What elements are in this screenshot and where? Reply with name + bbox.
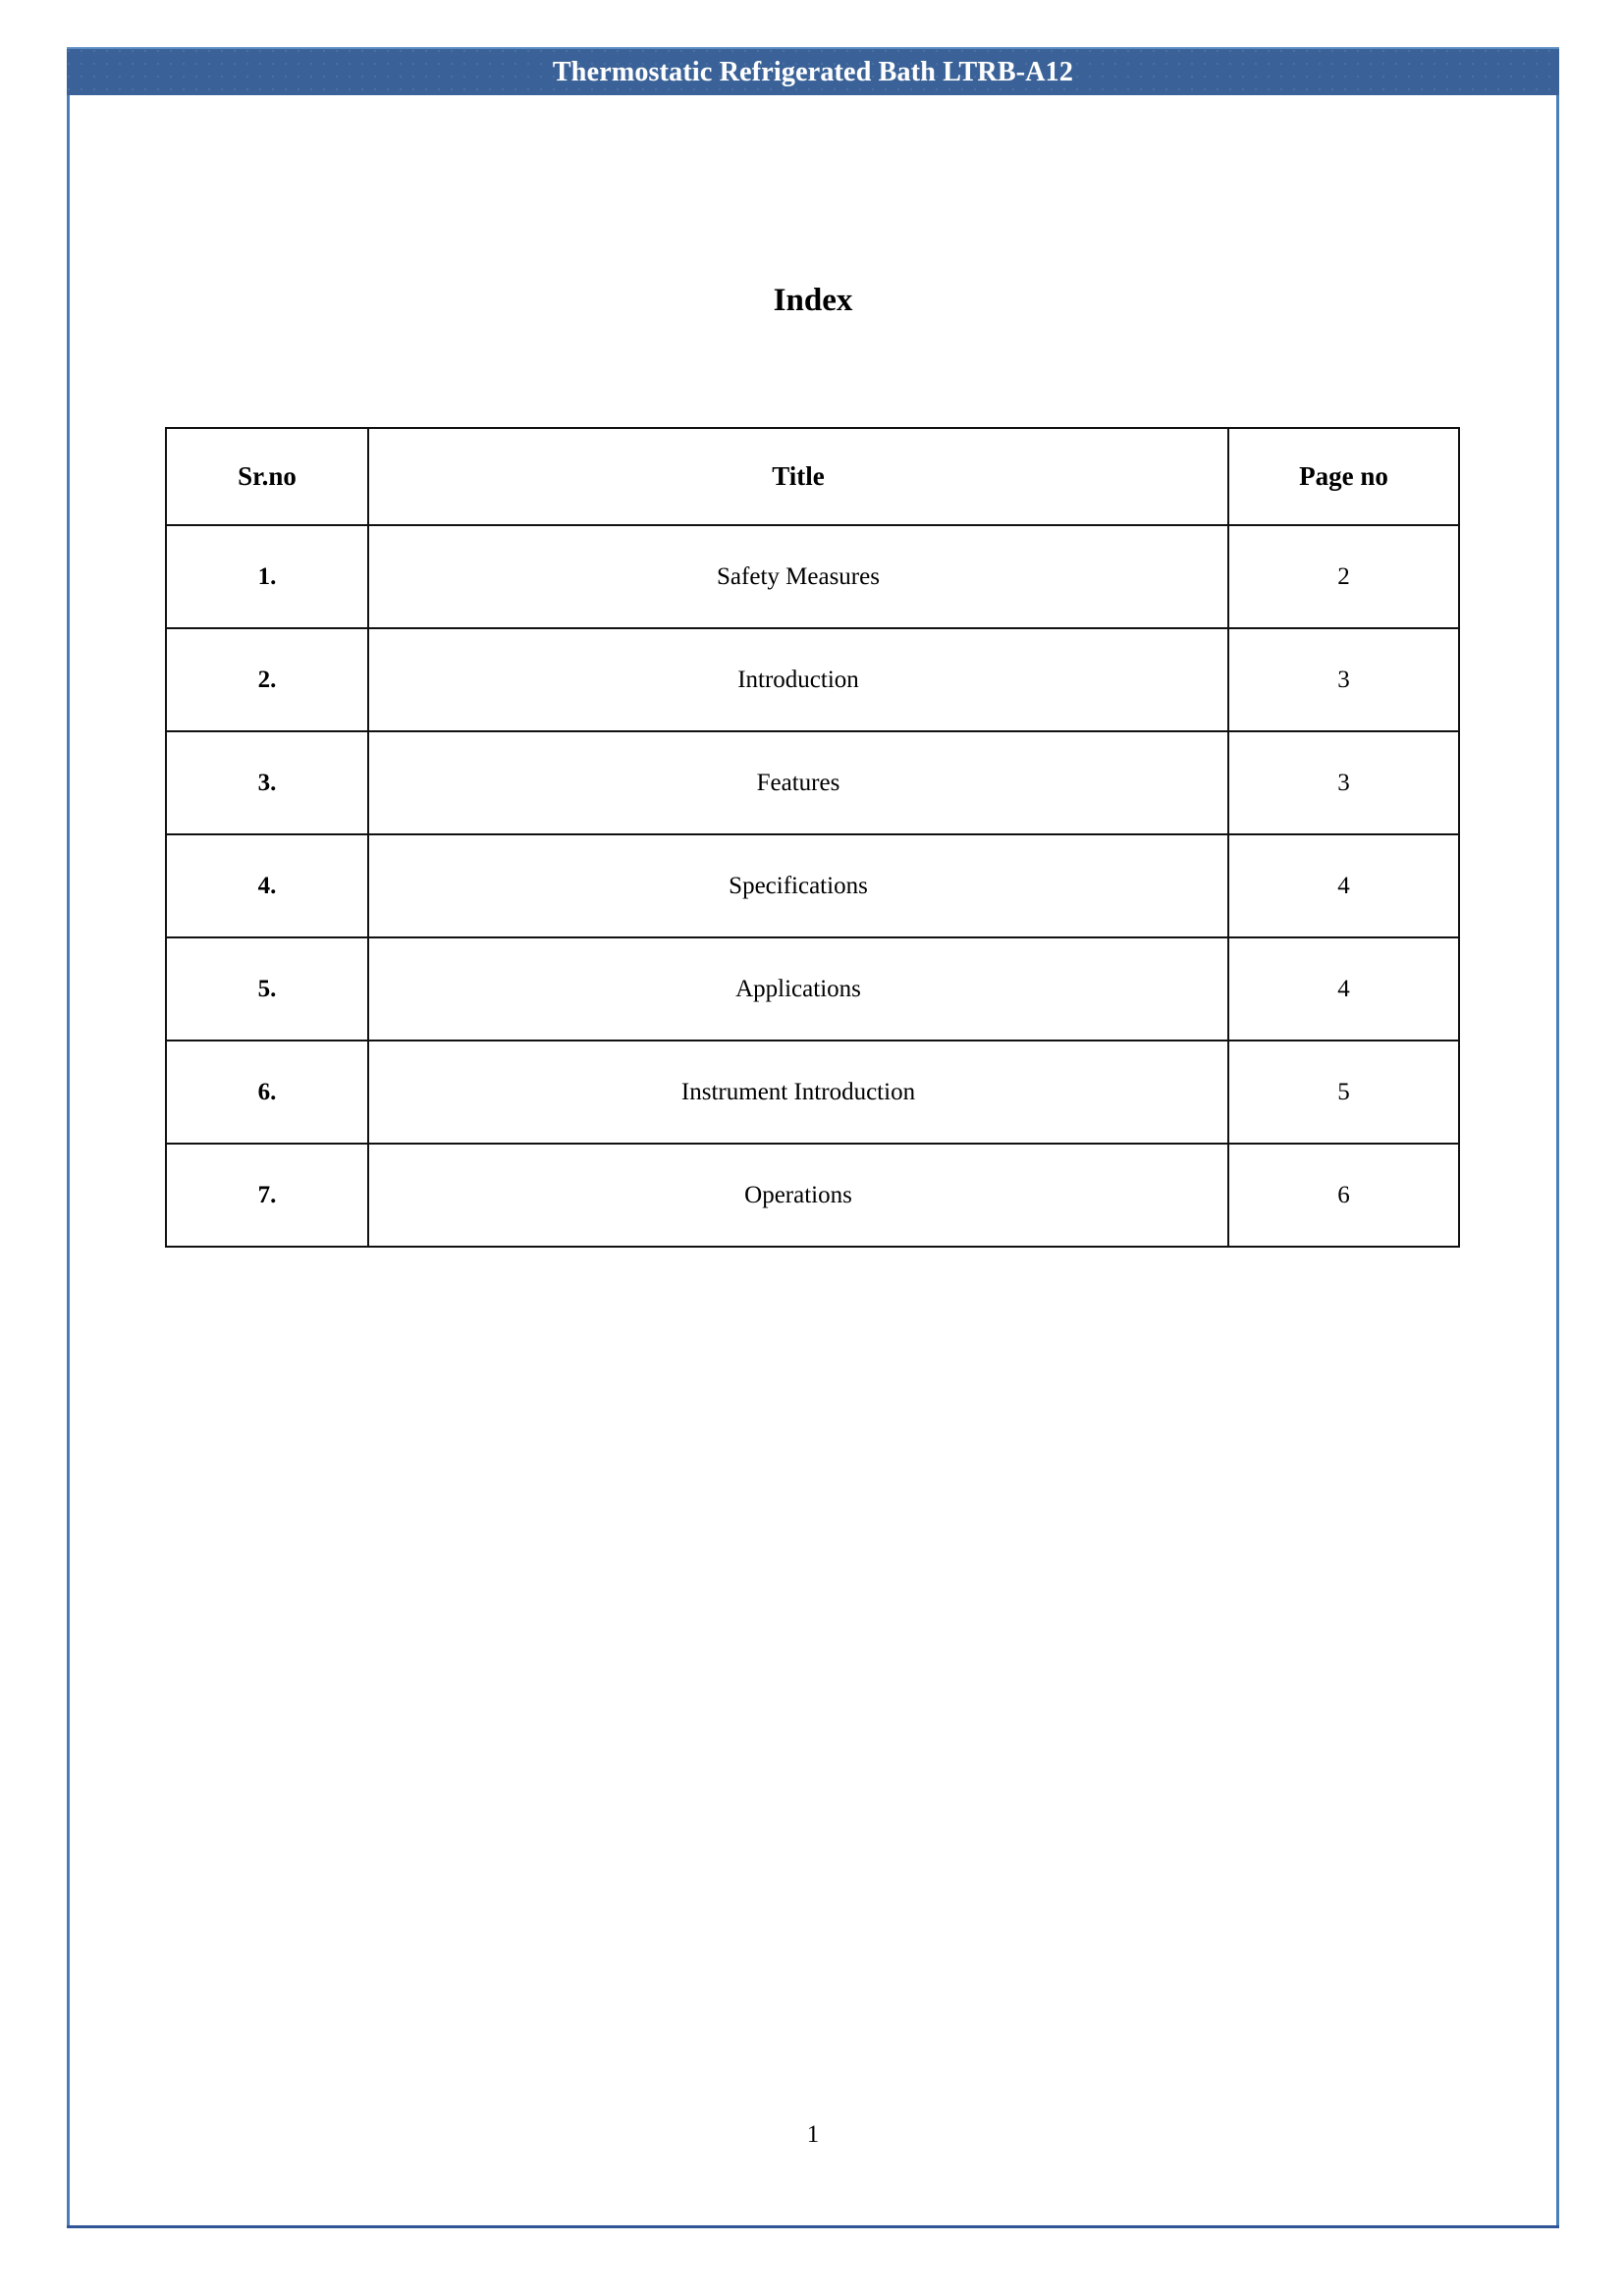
cell-sr-no: 4. (166, 834, 368, 937)
cell-sr-no: 3. (166, 731, 368, 834)
cell-title: Introduction (368, 628, 1228, 731)
cell-sr-no: 5. (166, 937, 368, 1041)
index-table-header (166, 428, 1459, 525)
cell-page-no: 4 (1228, 834, 1459, 937)
page-title: Index (773, 283, 853, 318)
table-row (166, 731, 1459, 834)
table-row (166, 834, 1459, 937)
cell-title: Features (368, 731, 1228, 834)
cell-sr-no: 7. (166, 1144, 368, 1247)
table-row (166, 1041, 1459, 1144)
cell-page-no: 4 (1228, 937, 1459, 1041)
document-header-banner (67, 47, 1559, 95)
index-table (165, 427, 1460, 1248)
cell-title: Operations (368, 1144, 1228, 1247)
column-header-page-no: Page no (1228, 428, 1459, 525)
table-row (166, 628, 1459, 731)
cell-title: Specifications (368, 834, 1228, 937)
cell-sr-no: 2. (166, 628, 368, 731)
column-header-sr-no: Sr.no (166, 428, 368, 525)
cell-page-no: 6 (1228, 1144, 1459, 1247)
cell-sr-no: 1. (166, 525, 368, 628)
table-header-row (166, 428, 1459, 525)
table-row (166, 525, 1459, 628)
index-table-body (166, 525, 1459, 1247)
cell-page-no: 5 (1228, 1041, 1459, 1144)
cell-page-no: 3 (1228, 731, 1459, 834)
footer-page-number: 1 (806, 2121, 820, 2148)
document-header-title: Thermostatic Refrigerated Bath LTRB-A12 (552, 56, 1074, 87)
cell-title: Applications (368, 937, 1228, 1041)
cell-page-no: 2 (1228, 525, 1459, 628)
cell-sr-no: 6. (166, 1041, 368, 1144)
table-row (166, 937, 1459, 1041)
cell-title: Instrument Introduction (368, 1041, 1228, 1144)
table-row (166, 1144, 1459, 1247)
cell-title: Safety Measures (368, 525, 1228, 628)
cell-page-no: 3 (1228, 628, 1459, 731)
column-header-title: Title (368, 428, 1228, 525)
